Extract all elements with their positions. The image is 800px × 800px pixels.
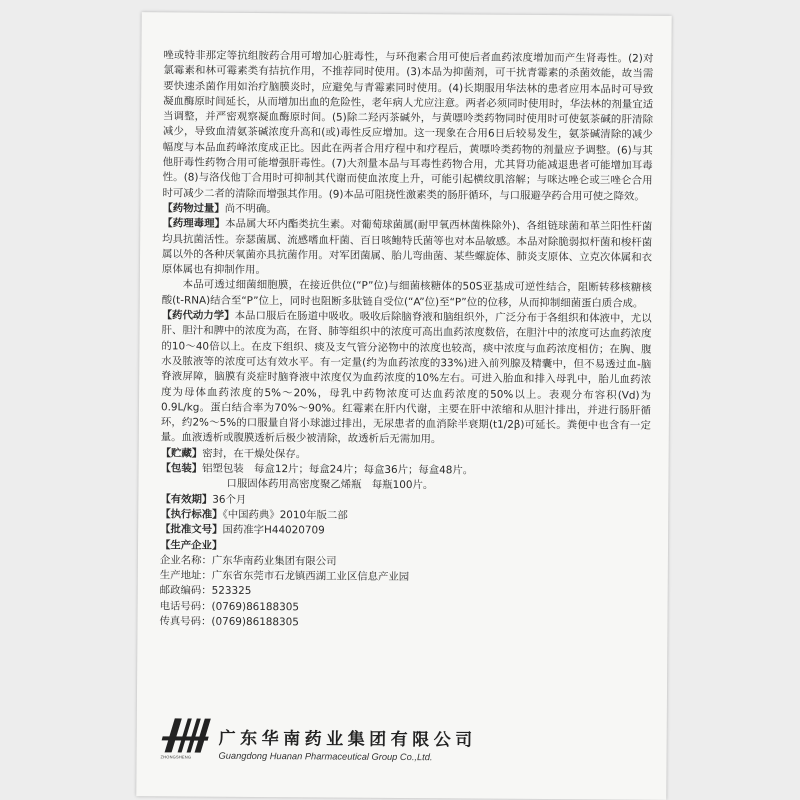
package-line2: 口服固体药用高密度聚乙烯瓶 每瓶100片。 [226,478,434,492]
package-label: 【包装】 [160,462,203,475]
logo-text [219,724,477,763]
fax: (0769)86188305 [211,615,299,629]
address-label: 生产地址： [159,569,212,582]
fax-label: 传真号码： [159,615,212,628]
leaflet-page [136,12,671,800]
logo-company-cn: 广东华南药业集团有限公司 [218,728,477,751]
toxicology-p2: 本品可透过细菌细胞膜，在接近供位(“P”位)与细菌核糖体的50S亚基成可逆性结合，阻断转移核糖核酸(t-RNA)结合至“P”位上，同时也阻断多肽链自受位(“A”位)至“P”位的位移，从而抑制细菌蛋白质合成。 [161,278,652,310]
toxicology-section [162,217,652,282]
address: 广东省东莞市石龙镇西湖工业区信息产业园 [211,569,410,584]
pharmacokinetics-section [161,308,652,449]
toxicology-label: 【药理毒理】 [162,217,226,231]
postcode-label: 邮政编码： [159,584,212,598]
postcode: 523325 [211,585,252,598]
phone-label: 电话号码： [159,599,212,613]
interactions-continued: 唑或特非那定等抗组胺药合用可增加心脏毒性，与环孢素合用可使后者血药浓度增加而产生肾毒性。(2)对氯霉素和林可霉素类有拮抗作用，不推荐同时使用。(3)本品为抑菌剂，可干扰青霉素的杀菌效能，故当需要快速杀菌作用如治疗脑膜炎时，应避免与青霉素同时使用。(4)长期服用华法林的患者应用本品时可导致凝血酶原时间延长，从而增加出血的危险性，老年病人尤应注意。两者必须同时使用时，华法林的剂量宜适当调整，并严密观察凝血酶原时间。(5)除二羟丙茶碱外，与黄嘌呤类药物同时使用时可使氨茶碱的肝清除减少，导致血清氨茶碱浓度升高和(或)毒性反应增加。这一现象在合用6日后较易发生，氨茶碱清除的减少幅度与本品血药峰浓度成正比。因此在两者合用疗程中和疗程后，黄嘌呤类药物的剂量应予调整。(6)与其他肝毒性药物合用可能增强肝毒性。(7)大剂量本品与耳毒性药物合用，尤其肾功能减退患者可能增加耳毒性。(8)与洛伐他丁合用时可抑制其代谢而使血浓度上升，可能引起横纹肌溶解；与咪达唑仑或三唑仑合用时可减少二者的清除而增强其作用。(9)本品可阻挠性激素类的肠肝循环，与口服避孕药合用可使之降效。 [162,49,654,203]
storage-label: 【贮藏】 [160,447,203,460]
pharmacokinetics-label: 【药代动力学】 [161,309,235,322]
approval-text: 国药准字H44020709 [222,523,325,537]
approval-label: 【批准文号】 [160,523,223,536]
company-name-label: 企业名称： [159,554,212,567]
company-name: 广东华南药业集团有限公司 [211,554,337,568]
pharmacokinetics-p1: 本品口服后在肠道中吸收。吸收后除脑脊液和脑组织外，广泛分布于各组织和体液中，尤以肝、胆汁和脾中的浓度为高，在肾、肺等组织中的浓度可高出血药浓度数倍，在胆汁中的浓度可达血药浓度的10～40倍以上。在皮下组织、痰及支气管分泌物中的浓度也较高，痰中浓度与血药浓度相仿；在胸、腹水及脓液等的浓度可达有效水平。有一定量(约为血药浓度的33%)进入前列腺及精囊中，但不易透过血-脑脊液屏障，脑膜有炎症时脑脊液中浓度仅为血药浓度的10%左右。可进入胎血和排入母乳中，胎儿血药浓度为母体血药浓度的5%～20%，母乳中药物浓度可达血药浓度的50%以上。表观分布容积(Vd)为0.9L/kg。蛋白结合率为70%～90%。红霉素在肝内代谢，主要在肝中浓缩和从胆汁排出，并进行肠肝循环，约2%～5%的口服量自肾小球滤过排出，无尿患者的血消除半衰期(t1/2β)可延长。粪便中也含有一定量。血液透析或腹膜透析后极少被清除，故透析后无需加用。 [160,309,652,446]
toxicology-p1: 本品属大环内酯类抗生素。对葡萄球菌属(耐甲氧西林菌株除外)、各组链球菌和革兰阳性杆菌均具抗菌活性。奈瑟菌属、流感嗜血杆菌、百日咳鲍特氏菌等也对本品敏感。本品对除脆弱拟杆菌和梭杆菌属以外的各种厌氧菌亦具抗菌作用。对军团菌属、胎儿弯曲菌、某些螺旋体、肺炎支原体、立克次体属和衣原体属也有抑制作用。 [161,218,653,277]
storage-text: 密封，在干燥处保存。 [202,447,307,461]
logo-mark-icon [161,716,213,760]
standard-label: 【执行标准】 [160,508,223,521]
logo-company-en: Guangdong Huanan Pharmaceutical Group Co.,Ltd. [218,750,433,763]
fax-row [159,614,649,633]
logo-mark-caption: ZHONGSHENG [160,754,192,760]
leaflet-text [159,48,653,633]
overdose-text: 尚不明确。 [224,202,277,216]
package-line1: 铝塑包装 每盒12片；每盒24片；每盒36片；每盒48片。 [202,462,474,477]
validity-text: 36个月 [212,493,247,506]
phone: (0769)86188305 [211,600,300,613]
company-logo [161,716,477,762]
overdose-label: 【药物过量】 [162,202,225,215]
validity-label: 【有效期】 [160,492,213,506]
manufacturer-label: 【生产企业】 [159,538,223,552]
standard-text: 《中国药典》2010年版二部 [222,508,348,522]
